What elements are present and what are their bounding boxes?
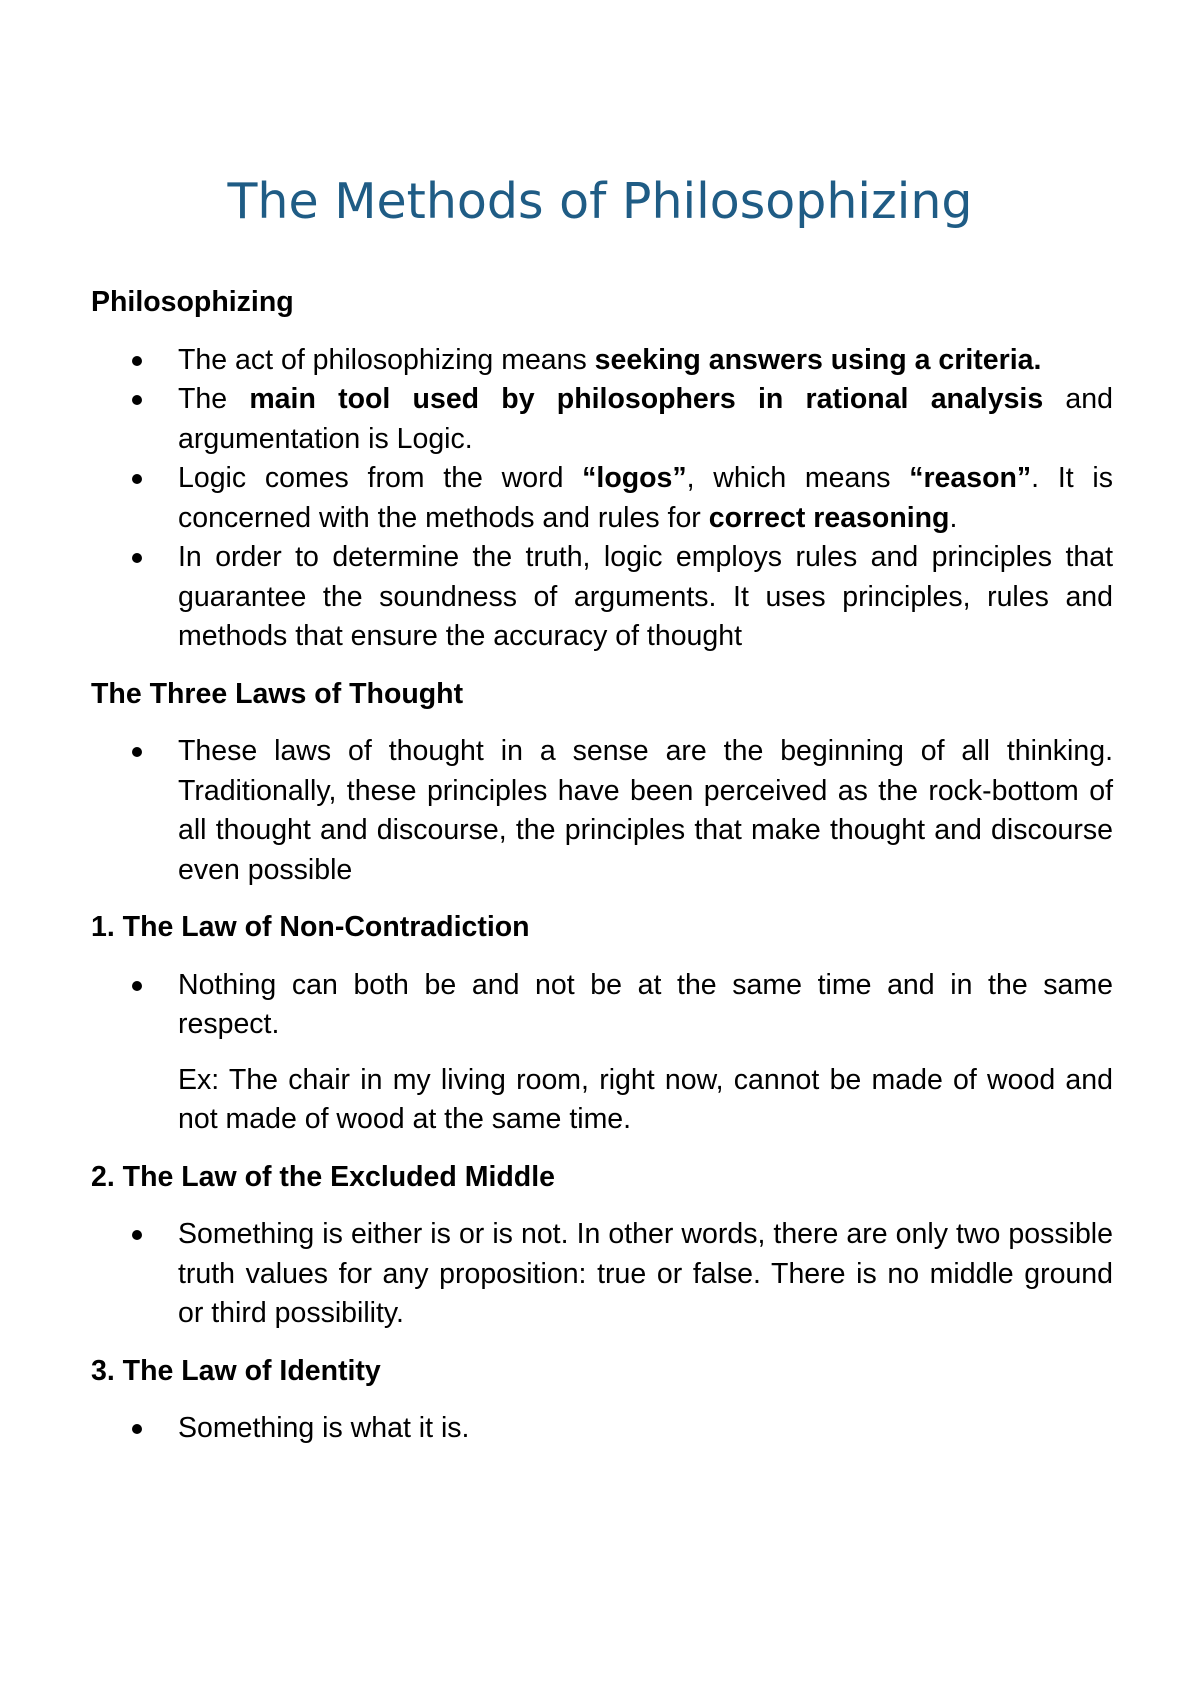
item-text: . It is concerned with the methods and rules for (178, 462, 1113, 534)
item-text: Logic comes from the word (178, 462, 583, 494)
item-bold-text: “logos” (582, 462, 687, 494)
bullet-icon (132, 981, 142, 991)
item-text: In order to determine the truth, logic employs rules and principles that guarantee the soundness of arguments. It uses principles, rules and methods that ensure the accuracy of thought (178, 541, 1113, 652)
item-text: These laws of thought in a sense are the beginning of all thinking. Traditionally, these principles have been perceived as the rock-bottom of all thought and discourse, the principles that make thought and discourse even possible (178, 735, 1113, 886)
item-bold-text: seeking answers using a criteria. (594, 343, 1042, 376)
three-laws-list (91, 732, 1113, 890)
section-heading-identity: 3. The Law of Identity (91, 1354, 381, 1387)
philosophizing-list (91, 341, 1113, 657)
item-text: Something is either is or is not. In other words, there are only two possible truth values for any proposition: true or false. There is no middle ground or third possibility. (178, 1218, 1113, 1329)
section-heading-non-contradiction: 1. The Law of Non-Contradiction (91, 911, 530, 943)
section-heading-excluded-middle: 2. The Law of the Excluded Middle (91, 1160, 555, 1193)
item-bold-text: correct reasoning (708, 501, 950, 534)
bullet-icon (132, 474, 142, 484)
bullet-icon (132, 553, 142, 563)
excluded-middle-list (91, 1215, 1113, 1334)
list-item (91, 341, 1113, 381)
item-text: Nothing can both be and not be at the same time and in the same respect. (178, 968, 1113, 1040)
bullet-icon (132, 1230, 142, 1240)
item-bold-text: main tool used by philosophers in rational analysis (249, 383, 1044, 415)
document-body (91, 283, 1113, 1467)
bullet-icon (132, 1424, 142, 1434)
document-title: The Methods of Philosophizing (227, 173, 973, 230)
list-item (91, 1409, 1113, 1449)
identity-list (91, 1409, 1113, 1449)
list-item (91, 380, 1113, 459)
item-text: . (949, 501, 958, 534)
example-text: Ex: The chair in my living room, right now, cannot be made of wood and not made of wood at the same time. (178, 1063, 1113, 1135)
list-item (91, 966, 1113, 1045)
item-text: The act of philosophizing means (178, 343, 595, 376)
item-text: The (178, 383, 250, 415)
bullet-icon (132, 356, 142, 366)
item-text: , which means (686, 462, 910, 494)
bullet-icon (132, 747, 142, 757)
section-heading-philosophizing: Philosophizing (91, 286, 294, 318)
item-text: Something is what it is. (178, 1412, 470, 1444)
bullet-icon (132, 395, 142, 405)
list-item (91, 538, 1113, 657)
item-text: and argumentation is Logic. (178, 383, 1113, 455)
section-heading-three-laws: The Three Laws of Thought (91, 677, 464, 710)
item-bold-text: “reason” (909, 462, 1032, 494)
non-contradiction-list (91, 966, 1113, 1045)
list-item (91, 1215, 1113, 1334)
list-item (91, 732, 1113, 890)
list-item (91, 459, 1113, 538)
